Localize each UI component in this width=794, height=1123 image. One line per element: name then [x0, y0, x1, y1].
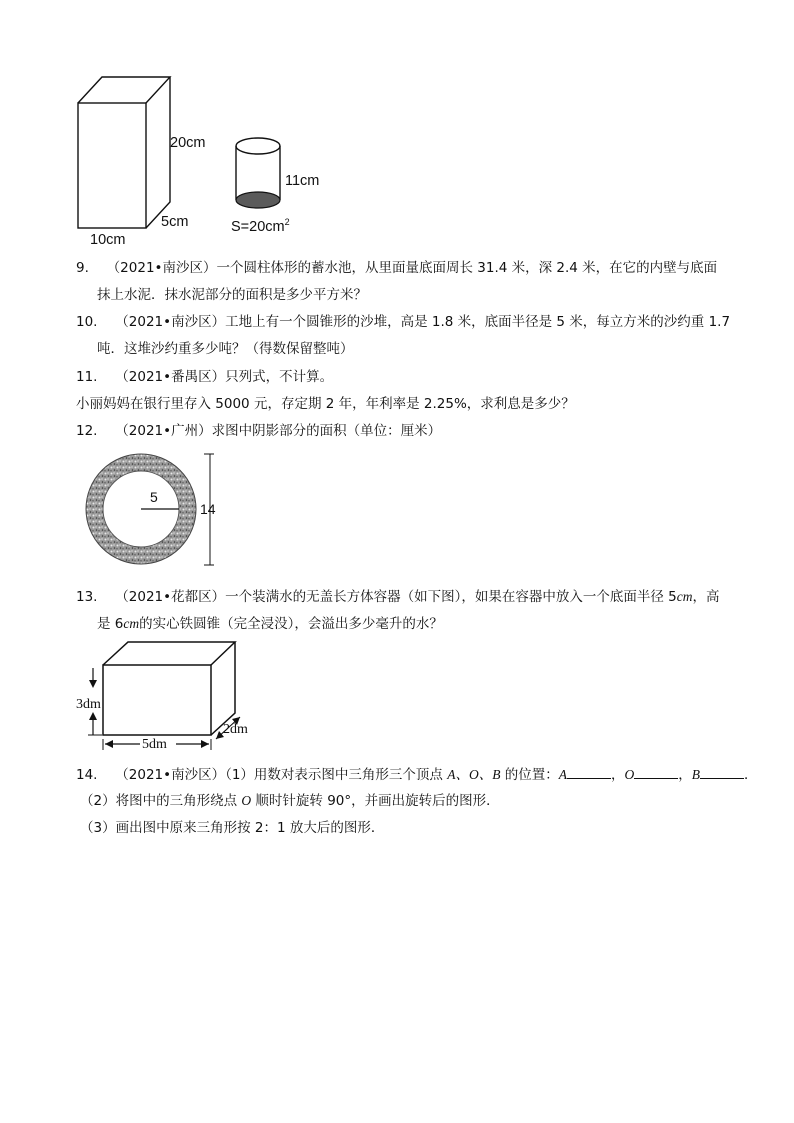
ring-figure	[74, 448, 244, 573]
question-10-line1: 10. （2021•南沙区）工地上有一个圆锥形的沙堆，高是 1.8 米，底面半径是 5 米，每立方米的沙约重 1.7	[76, 314, 731, 330]
cuboid-height-label: 20cm	[170, 135, 206, 151]
question-11-line1: 11. （2021•番禺区）只列式，不计算。	[76, 369, 334, 385]
container-figure	[80, 638, 255, 756]
container-height-label: 3dm	[76, 697, 101, 712]
question-9-line2: 抹上水泥．抹水泥部分的面积是多少平方米？	[97, 287, 367, 303]
ring-diameter-label: 14	[200, 501, 216, 517]
cylinder-figure	[230, 132, 290, 214]
ring-radius-label: 5	[150, 489, 158, 505]
question-10-line2: 吨．这堆沙约重多少吨？（得数保留整吨）	[97, 341, 354, 357]
question-13-line1: 13. （2021•花都区）一个装满水的无盖长方体容器（如下图），如果在容器中放入一个底面半径 5cm，高	[76, 589, 720, 605]
question-9-line1: 9. （2021•南沙区）一个圆柱体形的蓄水池，从里面量底面周长 31.4 米，深 2.4 米，在它的内壁与底面	[76, 260, 718, 276]
container-width-label: 2dm	[223, 722, 248, 737]
question-11-line2: 小丽妈妈在银行里存入 5000 元，存定期 2 年，年利率是 2.25%，求利息是多少？	[76, 396, 575, 412]
question-14-line3: （3）画出图中原来三角形按 2：1 放大后的图形．	[80, 820, 385, 836]
cuboid-width-label: 10cm	[90, 232, 126, 248]
question-14-line2: （2）将图中的三角形绕点 O 顺时针旋转 90°，并画出旋转后的图形．	[80, 793, 500, 809]
answer-blank-o[interactable]	[634, 765, 678, 779]
cuboid-depth-label: 5cm	[161, 214, 189, 230]
container-length-label: 5dm	[142, 737, 167, 752]
question-12-line1: 12. （2021•广州）求图中阴影部分的面积（单位：厘米）	[76, 423, 442, 439]
answer-blank-a[interactable]	[567, 765, 611, 779]
question-13-line2: 是 6cm的实心铁圆锥（完全浸没），会溢出多少毫升的水？	[97, 616, 443, 632]
question-14-line1: 14. （2021•南沙区）（1）用数对表示图中三角形三个顶点 A、O、B 的位置：A ，O ，B ．	[76, 767, 758, 783]
answer-blank-b[interactable]	[700, 765, 744, 779]
cylinder-base-area-label: $S=20cm^2$	[231, 217, 290, 235]
cylinder-height-label: 11cm	[285, 173, 320, 189]
